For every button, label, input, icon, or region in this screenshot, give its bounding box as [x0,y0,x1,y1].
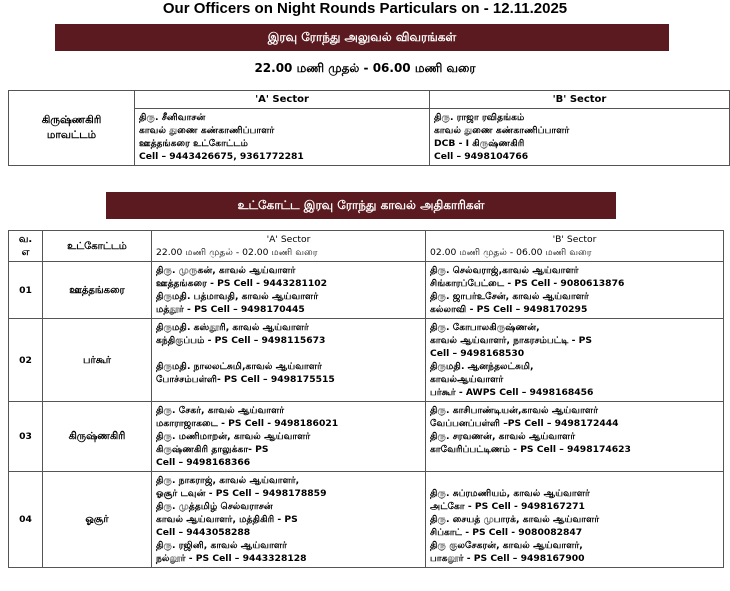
row-subdivision-name: கிருஷ்ணகிரி [43,402,152,472]
officer-line: திரு. சுப்ரமணியம், காவல் ஆய்வாளர் [430,488,590,499]
officer-line: சிங்காரப்பேட்டை - PS Cell - 9080613876 [430,278,625,289]
b-sector-column-header [426,231,724,262]
officer-line: திரு. முருகன், காவல் ஆய்வாளர் [156,265,296,276]
b-sector-header: 'B' Sector [430,91,730,109]
officer-line: கல்லாவி - PS Cell – 9498170295 [430,304,588,315]
officer-line: திருமதி. ஆனந்தலட்சுமி, [430,361,534,372]
officer-line: திரு. காசிபாண்டியன்,காவல் ஆய்வாளர் [430,405,598,416]
officer-line: திரு. நாகராஜ், காவல் ஆய்வாளர், [156,475,300,486]
row-b-sector-officers [426,262,724,319]
officer-line: சிப்காட் - PS Cell - 9080082847 [430,527,583,538]
row-subdivision-name: ஊத்தங்கரை [43,262,152,319]
officer-line: அட்கோ - PS Cell - 9498167271 [430,501,585,512]
row-a-sector-officers [152,319,426,402]
row-b-sector-officers [426,402,724,472]
officer-line: வேப்பனப்பள்ளி –PS Cell – 9498172444 [430,418,619,429]
officer-line: திரு. ரஜினி, காவல் ஆய்வாளர் [156,540,287,551]
officer-line: திரு. கோபாலகிருஷ்ணன், [430,322,540,333]
officer-line [156,347,421,360]
officer-line: காவேரிப்பட்டிணம் - PS Cell – 9498174623 [430,444,631,455]
officer-line: மத்தூர் - PS Cell – 9498170445 [156,304,305,315]
officer-line: மகாராஜாகடை - PS Cell - 9498186021 [156,418,339,429]
officer-line: திரு. முத்தமிழ் செல்வராசன் [156,501,273,512]
a-sector-header: 'A' Sector [135,91,430,109]
officer-line: Cell – 9498168530 [430,348,525,359]
officer-line: திரு. சையத் முபாரக், காவல் ஆய்வாளர் [430,514,600,525]
row-a-sector-officers [152,262,426,319]
subdivision-rows [9,262,724,568]
officer-line: திரு. ராஜா ரவிதங்கம் [434,112,525,123]
night-rounds-banner: இரவு ரோந்து அலுவல் விவரங்கள் [55,24,669,51]
col-serial-header [9,231,43,262]
officer-line: திரு. ஜாபர்உசேன், காவல் ஆய்வாளர் [430,291,589,302]
col-subdivision-header: உட்கோட்டம் [43,231,152,262]
a-sector-officer [135,109,430,166]
officer-line: திரு குலசேகரன், காவல் ஆய்வாளர், [430,540,583,551]
officer-line: ஊத்தங்கரை - PS Cell - 9443281102 [156,278,328,289]
officer-line: நல்லூர் - PS Cell – 9443328128 [156,553,307,564]
district-name-cell [9,91,135,166]
district-officers-table [8,90,730,166]
row-b-sector-officers [426,472,724,568]
row-a-sector-officers [152,402,426,472]
row-serial: 03 [9,402,43,472]
officer-line: காவல்ஆய்வாளர் [430,374,504,385]
b-sector-label: 'B' Sector [552,234,597,245]
b-sector-officer [430,109,730,166]
officer-line: திரு. சேகர், காவல் ஆய்வாளர் [156,405,285,416]
officer-line: Cell – 9443426675, 9361772281 [139,151,304,162]
officer-line: திருமதி. நாலலட்சுமி,காவல் ஆய்வாளர் [156,361,322,372]
header-text: எ [21,247,30,258]
officer-line: காவல் ஆய்வாளர், மத்திகிரி - PS [156,514,298,525]
timing-text: 22.00 மணி முதல் - 06.00 மணி வரை [254,61,476,75]
subdivision-officers-table [8,230,724,568]
officer-line: திரு. சரவணன், காவல் ஆய்வாளர் [430,431,576,442]
table-row [9,262,724,319]
officer-line: காவல் துணை கண்காணிப்பாளர் [434,125,570,136]
table-row [9,472,724,568]
row-b-sector-officers [426,319,724,402]
row-serial: 02 [9,319,43,402]
officer-line: ஊத்தங்கரை உட்கோட்டம் [139,138,248,149]
officer-line: Cell – 9443058288 [156,527,251,538]
officer-line: திரு. மணிமாறன், காவல் ஆய்வாளர் [156,431,311,442]
officer-line: காவல் துணை கண்காணிப்பாளர் [139,125,275,136]
a-sector-time: 22.00 மணி முதல் - 02.00 மணி வரை [156,247,318,258]
officer-line: திரு. செல்வராஜ்,காவல் ஆய்வாளர் [430,265,579,276]
officer-line: கந்திகுப்பம் - PS Cell – 9498115673 [156,335,326,346]
subdivision-banner: உட்கோட்ட இரவு ரோந்து காவல் அதிகாரிகள் [106,192,616,219]
header-text: வ. [18,234,33,245]
table-row [9,402,724,472]
officer-line [430,474,719,487]
officer-line: DCB - I கிருஷ்ணகிரி [434,138,525,149]
a-sector-column-header [152,231,426,262]
district-name-line: மாவட்டம் [46,129,97,141]
row-serial: 04 [9,472,43,568]
b-sector-time: 02.00 மணி முதல் - 06.00 மணி வரை [430,247,592,258]
officer-line: திரு. சீனிவாசன் [139,112,206,123]
officer-line: பர்கூர் - AWPS Cell – 9498168456 [430,387,594,398]
table-row [9,319,724,402]
officer-line: கிருஷ்ணகிரி தாலுக்கா- PS [156,444,269,455]
officer-line: காவல் ஆய்வாளர், நாகரசம்பட்டி - PS [430,335,592,346]
officer-line: பாகலூர் - PS Cell – 9498167900 [430,553,585,564]
officer-line: போச்சம்பள்ளி- PS Cell – 9498175515 [156,374,335,385]
row-serial: 01 [9,262,43,319]
row-subdivision-name: பர்கூர் [43,319,152,402]
officer-line: திருமதி. கஸ்தூரி, காவல் ஆய்வாளர் [156,322,309,333]
page-title: Our Officers on Night Rounds Particulars on - 12.11.2025 [162,0,568,17]
district-name-line: கிருஷ்ணகிரி [41,114,102,126]
officer-line: திருமதி. பத்மாவதி, காவல் ஆய்வாளர் [156,291,319,302]
a-sector-label: 'A' Sector [266,234,311,245]
officer-line: Cell – 9498168366 [156,457,251,468]
officer-line: ஓசூர் டவுன் - PS Cell – 9498178859 [156,488,327,499]
officer-line: Cell – 9498104766 [434,151,529,162]
row-subdivision-name: ஓசூர் [43,472,152,568]
row-a-sector-officers [152,472,426,568]
